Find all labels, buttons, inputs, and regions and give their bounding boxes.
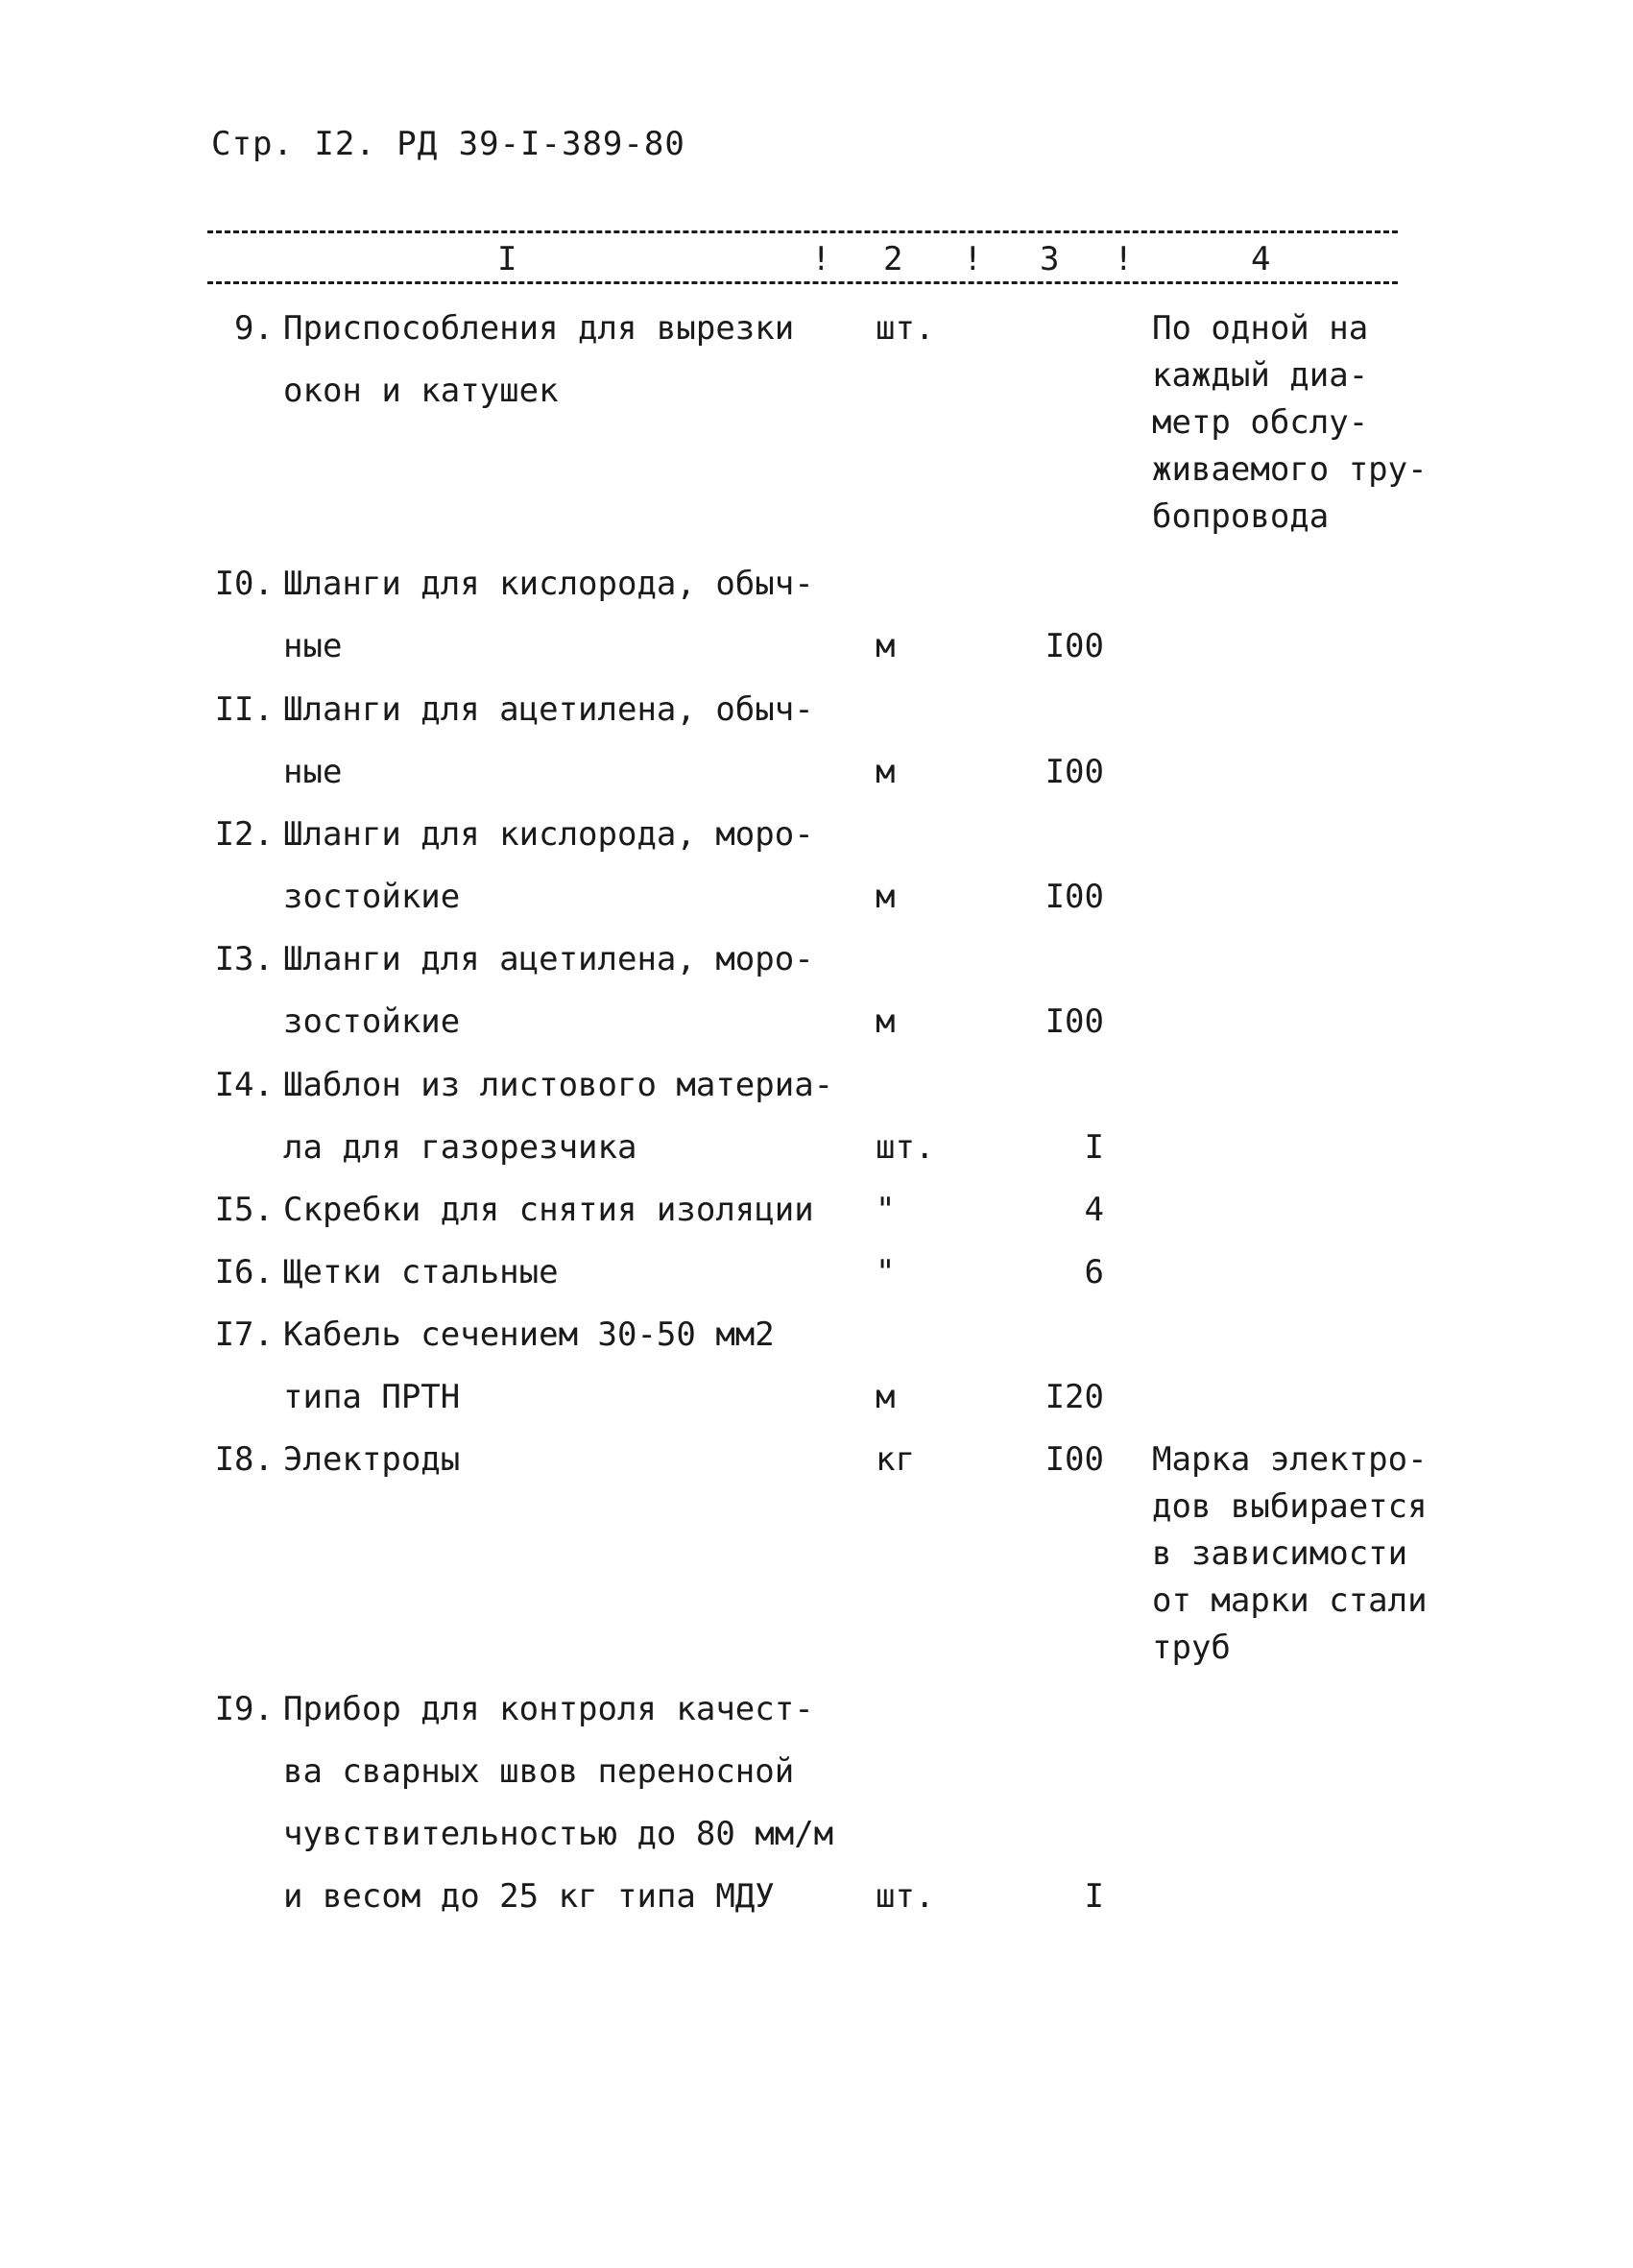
item-number: I6. [214, 1253, 274, 1291]
item-name-line: окон и катушек [283, 372, 559, 410]
item-note-line: метр обслу- [1152, 403, 1369, 442]
item-number: I8. [214, 1440, 274, 1479]
item-number: I3. [214, 940, 274, 978]
item-unit: кг [876, 1440, 915, 1479]
item-name-line: Шланги для ацетилена, моро- [283, 940, 814, 978]
table-top-dashed-rule [207, 230, 1398, 233]
item-note-line: живаемого тру- [1152, 450, 1428, 489]
column-header-4: 4 [1251, 240, 1271, 278]
item-unit: м [876, 1378, 896, 1416]
column-separator: ! [963, 240, 983, 278]
item-name-line: Кабель сечением 30-50 мм2 [283, 1315, 775, 1354]
item-unit: " [876, 1191, 896, 1229]
item-unit: м [876, 1002, 896, 1041]
item-quantity: I [1084, 1128, 1104, 1167]
page-header: Стр. I2. РД 39-I-389-80 [211, 125, 685, 163]
item-name-line: типа ПРТН [283, 1378, 461, 1416]
item-note-line: в зависимости [1152, 1534, 1408, 1573]
column-header-3: 3 [1040, 240, 1060, 278]
item-number: 9. [234, 309, 274, 348]
item-number: I4. [214, 1066, 274, 1104]
item-name-line: Шланги для ацетилена, обыч- [283, 690, 814, 729]
item-name-line: ва сварных швов переносной [283, 1752, 795, 1791]
item-unit: м [876, 627, 896, 665]
item-note-line: бопровода [1152, 497, 1330, 536]
item-number: II. [214, 690, 274, 729]
item-unit: шт. [876, 309, 935, 348]
item-quantity: I [1084, 1877, 1104, 1916]
item-quantity: I00 [1045, 1002, 1104, 1041]
item-quantity: 4 [1084, 1191, 1104, 1229]
item-unit: " [876, 1253, 896, 1291]
item-number: I5. [214, 1191, 274, 1229]
item-note-line: По одной на [1152, 309, 1369, 348]
item-unit: м [876, 878, 896, 916]
column-header-1: I [497, 240, 517, 278]
item-number: I9. [214, 1690, 274, 1728]
item-name-line: и весом до 25 кг типа МДУ [283, 1877, 775, 1916]
item-quantity: I00 [1045, 878, 1104, 916]
item-name-line: Приспособления для вырезки [283, 309, 795, 348]
item-name-line: Скребки для снятия изоляции [283, 1191, 814, 1229]
item-name-line: ла для газорезчика [283, 1128, 637, 1167]
item-quantity: I20 [1045, 1378, 1104, 1416]
item-note-line: каждый диа- [1152, 356, 1369, 395]
item-name-line: зостойкие [283, 1002, 461, 1041]
item-name-line: ные [283, 627, 343, 665]
item-name-line: Щетки стальные [283, 1253, 559, 1291]
table-header-dashed-rule [207, 281, 1398, 284]
item-quantity: 6 [1084, 1253, 1104, 1291]
item-number: I0. [214, 565, 274, 603]
item-quantity: I00 [1045, 753, 1104, 791]
column-separator: ! [1114, 240, 1134, 278]
item-note-line: Марка электро- [1152, 1440, 1428, 1479]
item-unit: шт. [876, 1128, 935, 1167]
item-note-line: от марки стали [1152, 1581, 1428, 1620]
column-header-2: 2 [883, 240, 903, 278]
column-separator: ! [811, 240, 831, 278]
item-name-line: чувствительностью до 80 мм/м [283, 1815, 834, 1853]
item-name-line: Шланги для кислорода, моро- [283, 815, 814, 854]
item-name-line: Электроды [283, 1440, 461, 1479]
item-number: I7. [214, 1315, 274, 1354]
item-number: I2. [214, 815, 274, 854]
item-name-line: Шланги для кислорода, обыч- [283, 565, 814, 603]
item-name-line: зостойкие [283, 878, 461, 916]
item-unit: шт. [876, 1877, 935, 1916]
item-quantity: I00 [1045, 627, 1104, 665]
item-note-line: дов выбирается [1152, 1487, 1428, 1526]
item-name-line: Прибор для контроля качест- [283, 1690, 814, 1728]
item-note-line: труб [1152, 1629, 1231, 1667]
item-quantity: I00 [1045, 1440, 1104, 1479]
item-name-line: ные [283, 753, 343, 791]
item-name-line: Шаблон из листового материа- [283, 1066, 834, 1104]
item-unit: м [876, 753, 896, 791]
